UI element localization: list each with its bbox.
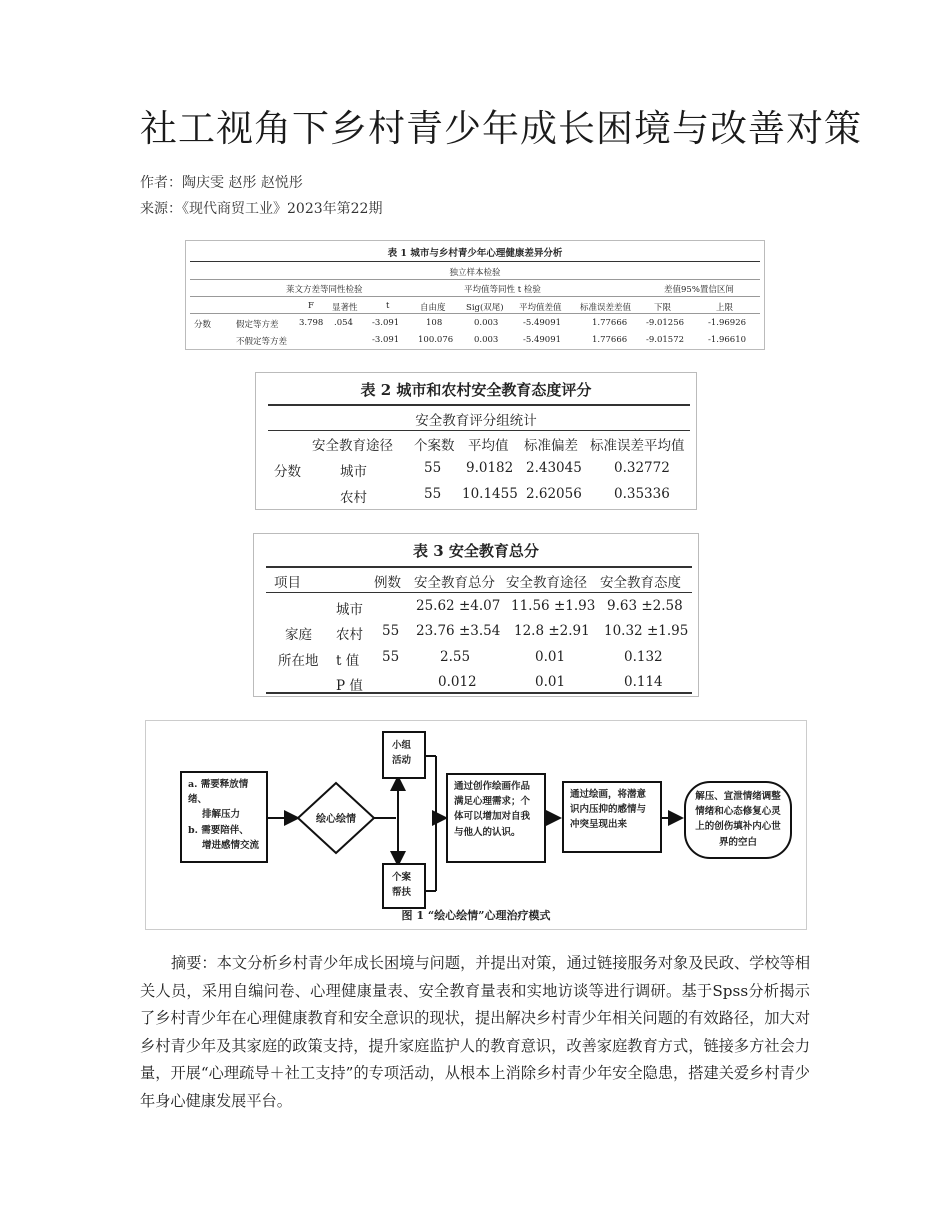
- table-3-row-label: 城市: [336, 602, 363, 618]
- table-2-cell: 0.35336: [614, 486, 670, 502]
- table-2-row-label: 农村: [340, 490, 367, 506]
- table-1-col-header: 上限: [716, 303, 734, 313]
- table-1-subheader: 莱文方差等同性检验: [286, 285, 363, 295]
- table-1-row-label: 分数: [194, 320, 212, 330]
- table-3-row-label: P 值: [336, 678, 363, 694]
- table-1-cell: .054: [334, 318, 353, 328]
- table-1-col-header: 下限: [654, 303, 672, 313]
- table-1-cell: -3.091: [372, 335, 400, 345]
- table-1-group-header: 独立样本检验: [449, 268, 501, 278]
- table-2-cell: 2.43045: [526, 460, 582, 476]
- table-2-row-label: 分数: [274, 464, 301, 480]
- table-1-col-header: F: [308, 301, 314, 311]
- figure-1: [145, 720, 807, 930]
- table-1-cell: 0.003: [474, 318, 499, 328]
- table-3-cell: 0.114: [624, 674, 663, 690]
- table-1-col-header: 平均值差值: [519, 303, 562, 313]
- table-3-cell: 0.132: [624, 649, 663, 665]
- table-1-cell: -9.01572: [646, 335, 685, 345]
- table-3-cell: 12.8 ±2.91: [514, 623, 590, 639]
- table-3-cell: 9.63 ±2.58: [607, 598, 683, 614]
- table-2-cell: 55: [424, 460, 442, 476]
- table-1-cell: -5.49091: [523, 335, 562, 345]
- table-3-cell: 0.012: [438, 674, 477, 690]
- table-1-cell: -1.96610: [708, 335, 747, 345]
- table-1-col-header: 自由度: [420, 303, 446, 313]
- figure-1-caption: 图 1 “绘心绘情”心理治疗模式: [401, 909, 551, 922]
- page-title: 社工视角下乡村青少年成长困境与改善对策: [140, 107, 862, 150]
- table-2-col-header: 个案数: [414, 438, 455, 454]
- table-3-cell: 11.56 ±1.93: [511, 598, 596, 614]
- table-2-row-label: 城市: [340, 464, 367, 480]
- table-3-row-label: 所在地: [278, 653, 319, 669]
- table-3-cell: 2.55: [440, 649, 471, 665]
- express-box: 通过绘画，将潜意识内压抑的感情与冲突呈现出来: [562, 781, 662, 853]
- group-activity-box: 小组活动: [382, 731, 426, 779]
- table-3-caption: 表 3 安全教育总分: [413, 542, 539, 560]
- table-3-cell: 55: [382, 649, 400, 665]
- table-3-col-header: 例数: [374, 575, 401, 591]
- table-2-cell: 10.1455: [462, 486, 518, 502]
- table-1: [185, 240, 765, 350]
- table-1-col-header: 标准误差差值: [580, 303, 632, 313]
- table-2-col-header: 安全教育途径: [312, 438, 393, 454]
- table-3-cell: 25.62 ±4.07: [416, 598, 501, 614]
- authors-line: 作者：陶庆雯 赵彤 赵悦彤: [140, 175, 303, 191]
- table-2-col-header: 平均值: [468, 438, 509, 454]
- result-box: 解压、宣泄情绪调整情绪和心态修复心灵上的创伤填补内心世界的空白: [684, 781, 792, 859]
- table-1-subheader: 差值95%置信区间: [664, 285, 734, 295]
- table-3-cell: 23.76 ±3.54: [416, 623, 501, 639]
- table-3-row-label: 家庭: [285, 627, 312, 643]
- table-1-col-header: Sig(双尾): [466, 303, 504, 313]
- table-2-cell: 0.32772: [614, 460, 670, 476]
- needs-line: b. 需要陪伴、: [188, 824, 249, 836]
- table-3-cell: 0.01: [535, 649, 566, 665]
- needs-line: 排解压力: [202, 809, 241, 821]
- needs-box: [180, 771, 268, 863]
- table-2-cell: 55: [424, 486, 442, 502]
- table-1-caption: 表 1 城市与乡村青少年心理健康差异分析: [387, 248, 563, 259]
- table-1-cell: -5.49091: [523, 318, 562, 328]
- table-2-col-header: 标准误差平均值: [590, 438, 685, 454]
- abstract-paragraph: 摘要：本文分析乡村青少年成长困境与问题，并提出对策，通过链接服务对象及民政、学校等相关人员，采用自编问卷、心理健康量表、安全教育量表和实地访谈等进行调研。基于Spss分析揭示了乡村青少年在心理健康教育和安全意识的现状，提出解决乡村青少年相关问题的有效路径，加大对乡村青少年及其家庭的政策支持，提升家庭监护人的教育意识，改善家庭教育方式，链接多方社会力量，开展“心理疏导＋社工支持”的专项活动，从根本上消除乡村青少年安全隐患，搭建关爱乡村青少年身心健康发展平台。: [140, 954, 810, 1110]
- case-support-box: 个案帮扶: [382, 863, 426, 909]
- diamond-label: 绘心绘情: [316, 814, 356, 825]
- table-2: [255, 372, 697, 510]
- needs-line: a. 需要释放情绪、: [188, 779, 249, 806]
- table-3-row-label: t 值: [336, 653, 360, 669]
- table-1-col-header: 显著性: [332, 303, 358, 313]
- table-3-col-header: 安全教育途径: [506, 575, 587, 591]
- table-3-row-label: 农村: [336, 627, 363, 643]
- table-3-cell: 0.01: [535, 674, 566, 690]
- table-1-cell: 108: [426, 318, 443, 328]
- source-line: 来源：《现代商贸工业》2023年第22期: [140, 201, 383, 217]
- table-1-col-header: t: [386, 301, 390, 311]
- table-1-cell: 0.003: [474, 335, 499, 345]
- table-1-cell: -9.01256: [646, 318, 685, 328]
- table-1-row-label: 假定等方差: [236, 320, 279, 330]
- table-2-caption: 表 2 城市和农村安全教育态度评分: [360, 381, 592, 399]
- table-2-cell: 9.0182: [466, 460, 514, 476]
- table-1-cell: 1.77666: [592, 318, 628, 328]
- table-3-cell: 55: [382, 623, 400, 639]
- table-1-cell: -1.96926: [708, 318, 747, 328]
- table-3-col-header: 项目: [274, 575, 301, 591]
- table-1-cell: -3.091: [372, 318, 400, 328]
- table-1-subheader: 平均值等同性 t 检验: [464, 285, 541, 295]
- table-1-cell: 3.798: [299, 318, 324, 328]
- table-2-group-header: 安全教育评分组统计: [415, 413, 537, 429]
- table-1-cell: 100.076: [418, 335, 454, 345]
- table-3-cell: 10.32 ±1.95: [604, 623, 689, 639]
- table-3-col-header: 安全教育态度: [600, 575, 681, 591]
- table-1-cell: 1.77666: [592, 335, 628, 345]
- table-3: [253, 533, 699, 697]
- table-3-col-header: 安全教育总分: [414, 575, 495, 591]
- table-2-cell: 2.62056: [526, 486, 582, 502]
- table-1-row-label: 不假定等方差: [236, 337, 288, 347]
- drawing-box: 通过创作绘画作品满足心理需求；个体可以增加对自我与他人的认识。: [446, 773, 546, 863]
- needs-line: 增进感情交流: [202, 839, 260, 851]
- table-2-col-header: 标准偏差: [524, 438, 578, 454]
